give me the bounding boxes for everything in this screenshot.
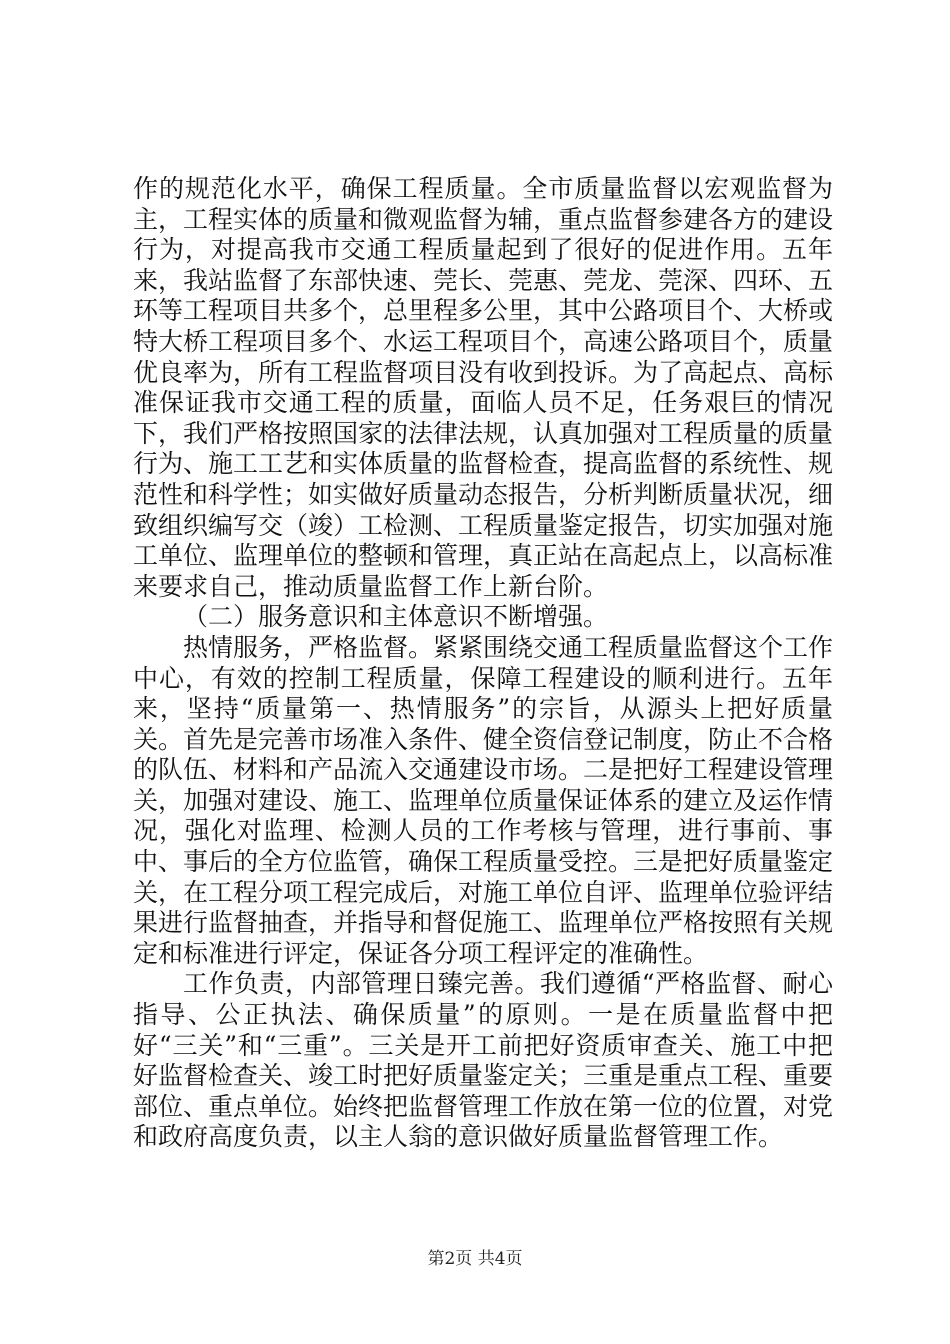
document-body [133, 174, 833, 1153]
page-number-footer: 第2页 共4页 [427, 1249, 523, 1269]
paragraph-2: 热情服务，严格监督。紧紧围绕交通工程质量监督这个工作中心，有效的控制工程质量，保障工程建设的顺利进行。五年来，坚持“质量第一、热情服务”的宗旨，从源头上把好质量关。首先是完善市场准入条件、健全资信登记制度，防止不合格的队伍、材料和产品流入交通建设市场。二是把好工程建设管理关，加强对建设、施工、监理单位质量保证体系的建立及运作情况，强化对监理、检测人员的工作考核与管理，进行事前、事中、事后的全方位监管，确保工程质量受控。三是把好质量鉴定关，在工程分项工程完成后，对施工单位自评、监理单位验评结果进行监督抽查，并指导和督促施工、监理单位严格按照有关规定和标准进行评定，保证各分项工程评定的准确性。 [133, 632, 834, 968]
paragraph-1: 作的规范化水平，确保工程质量。全市质量监督以宏观监督为主，工程实体的质量和微观监督为辅，重点监督参建各方的建设行为，对提高我市交通工程质量起到了很好的促进作用。五年来，我站监督了东部快速、莞长、莞惠、莞龙、莞深、四环、五环等工程项目共多个，总里程多公里，其中公路项目个、大桥或特大桥工程项目多个、水运工程项目个，高速公路项目个，质量优良率为，所有工程监督项目没有收到投诉。为了高起点、高标准保证我市交通工程的质量，面临人员不足，任务艰巨的情况下，我们严格按照国家的法律法规，认真加强对工程质量的质量行为、施工工艺和实体质量的监督检查，提高监督的系统性、规范性和科学性；如实做好质量动态报告，分析判断质量状况，细致组织编写交（竣）工检测、工程质量鉴定报告，切实加强对施工单位、监理单位的整顿和管理，真正站在高起点上，以高标准来要求自己，推动质量监督工作上新台阶。 [133, 174, 834, 601]
section-heading: （二）服务意识和主体意识不断增强。 [183, 602, 609, 632]
paragraph-3: 工作负责，内部管理日臻完善。我们遵循“严格监督、耐心指导、公正执法、确保质量”的原则。一是在质量监督中把好“三关”和“三重”。三关是开工前把好资质审查关、施工中把好监督检查关、竣工时把好质量鉴定关；三重是重点工程、重要部位、重点单位。始终把监督管理工作放在第一位的位置，对党和政府高度负责，以主人翁的意识做好质量监督管理工作。 [133, 969, 834, 1152]
